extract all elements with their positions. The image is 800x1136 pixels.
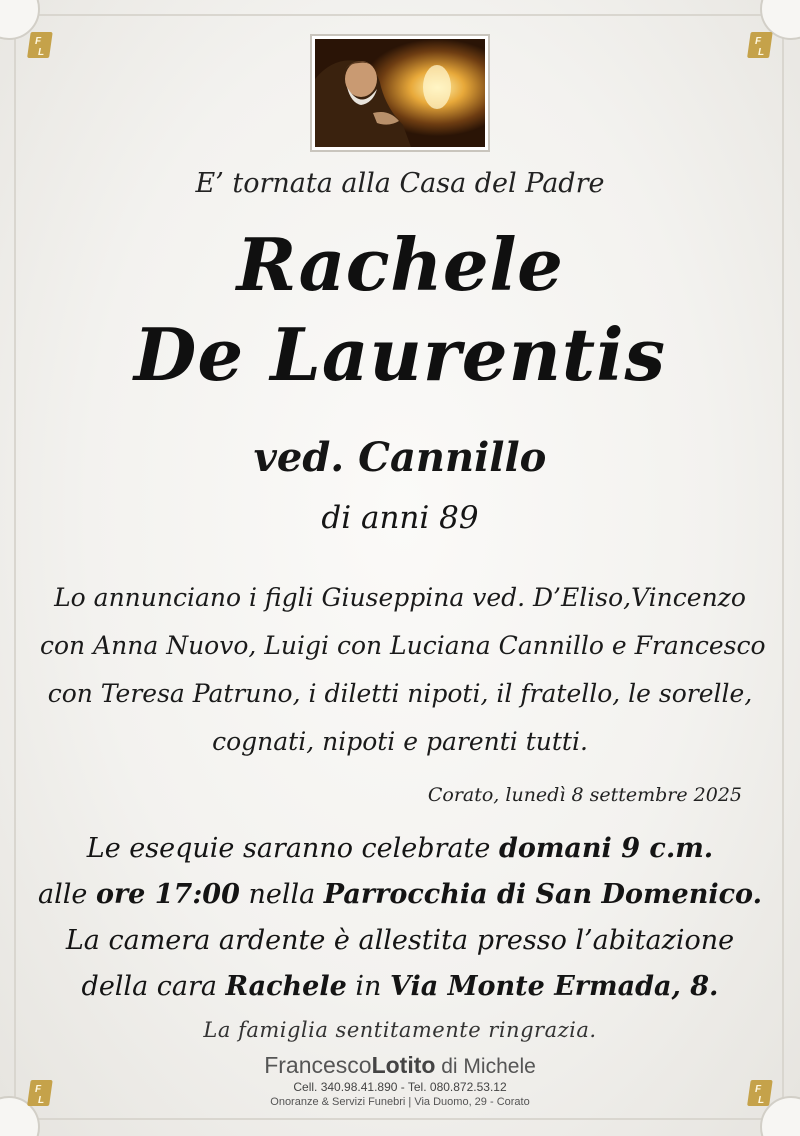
- svg-text:F: F: [755, 1084, 762, 1095]
- announcement-text: [40, 574, 766, 766]
- funeral-home-name: [0, 1052, 800, 1079]
- firm-suffix: di Michele: [435, 1055, 536, 1078]
- funeral-line: [20, 826, 780, 872]
- announcement-line: con Teresa Patruno, i diletti nipoti, il fratello, le sorelle,: [47, 679, 753, 708]
- fl-monogram-icon: [27, 30, 53, 60]
- funeral-home-contacts: Cell. 340.98.41.890 - Tel. 080.872.53.12: [293, 1080, 507, 1094]
- funeral-line: La camera ardente è allestita presso l’abitazione: [65, 925, 735, 956]
- funeral-details: [20, 826, 780, 1010]
- funeral-text: alle: [38, 879, 96, 910]
- padre-pio-portrait-icon: [315, 39, 485, 147]
- deceased-first-name: Rachele: [236, 222, 564, 307]
- funeral-text: della cara: [81, 971, 226, 1002]
- funeral-text: nella: [239, 879, 324, 910]
- announcement-line: Lo annunciano i figli Giuseppina ved. D’Eliso,Vincenzo: [54, 583, 746, 612]
- firm-last-name: Lotito: [371, 1052, 436, 1078]
- intro-phrase: E’ tornata alla Casa del Padre: [195, 168, 605, 199]
- svg-text:F: F: [35, 1084, 42, 1095]
- family-thanks: La famiglia sentitamente ringrazia.: [203, 1018, 597, 1042]
- home-address: Via Monte Ermada, 8.: [390, 971, 719, 1002]
- svg-text:F: F: [755, 36, 762, 47]
- announcement-line: con Anna Nuovo, Luigi con Luciana Cannillo e Francesco: [40, 631, 766, 660]
- firm-first-name: Francesco: [264, 1052, 372, 1078]
- funeral-text: in: [346, 971, 391, 1002]
- svg-text:L: L: [758, 1095, 765, 1106]
- deceased-age: di anni 89: [321, 500, 479, 536]
- devotional-image: [310, 34, 490, 152]
- place-date: Corato, lunedì 8 settembre 2025: [427, 784, 742, 806]
- deceased-last-name: De Laurentis: [133, 312, 667, 397]
- funeral-time: ore 17:00: [95, 879, 240, 910]
- svg-text:L: L: [38, 1095, 45, 1106]
- funeral-line: [20, 964, 780, 1010]
- funeral-date: domani 9 c.m.: [498, 833, 714, 864]
- funeral-line: [20, 872, 780, 918]
- funeral-church: Parrocchia di San Domenico.: [323, 879, 762, 910]
- svg-text:L: L: [758, 47, 765, 58]
- fl-monogram-icon: [747, 30, 773, 60]
- svg-text:F: F: [35, 36, 42, 47]
- funeral-home-address: Onoranze & Servizi Funebri | Via Duomo, 29 - Corato: [270, 1096, 530, 1108]
- svg-text:L: L: [38, 47, 45, 58]
- widow-of: ved. Cannillo: [253, 434, 547, 481]
- funeral-text: Le esequie saranno celebrate: [86, 833, 499, 864]
- deceased-name-bold: Rachele: [225, 971, 347, 1002]
- announcement-line: cognati, nipoti e parenti tutti.: [212, 727, 588, 756]
